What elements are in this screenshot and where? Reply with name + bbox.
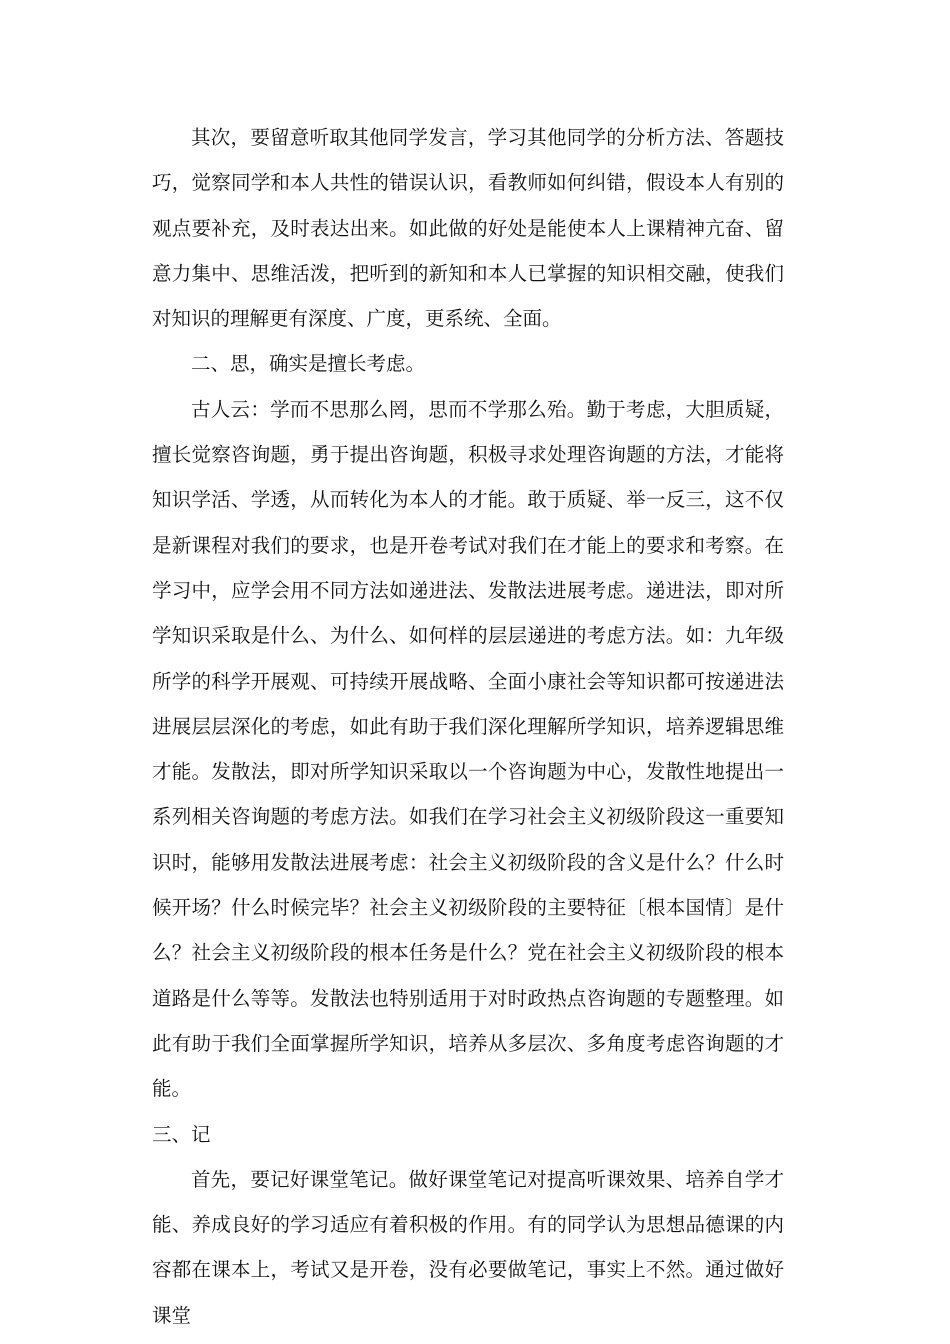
paragraph-thinking-methods: 古人云：学而不思那么罔，思而不学那么殆。勤于考虑，大胆质疑，擅长觉察咨询题，勇于提出咨询题，积极寻求处理咨询题的方法，才能将知识学活、学透，从而转化为本人的才能。敢于质疑、举一反三，这不仅是新课程对我们的要求，也是开卷考试对我们在才能上的要求和考察。在学习中，应学会用不同方法如递进法、发散法进展考虑。递进法，即对所学知识采取是什么、为什么、如何样的层层递进的考虑方法。如：九年级所学的科学开展观、可持续开展战略、全面小康社会等知识都可按递进法进展层层深化的考虑，如此有助于我们深化理解所学知识，培养逻辑思维才能。发散法，即对所学知识采取以一个咨询题为中心，发散性地提出一系列相关咨询题的考虑方法。如我们在学习社会主义初级阶段这一重要知识时，能够用发散法进展考虑：社会主义初级阶段的含义是什么？什么时候开场？什么时候完毕？社会主义初级阶段的主要特征〔根本国情〕是什么？社会主义初级阶段的根本任务是什么？党在社会主义初级阶段的根本道路是什么等等。发散法也特别适用于对时政热点咨询题的专题整理。如此有助于我们全面掌握所学知识，培养从多层次、多角度考虑咨询题的才能。 — [152, 397, 784, 1101]
paragraph-class-notes: 首先，要记好课堂笔记。做好课堂笔记对提高听课效果、培养自学才能、养成良好的学习适应有着积极的作用。有的同学认为思想品德课的内容都在课本上，考试又是开卷，没有必要做笔记，事实上不然。通过做好课堂 — [152, 1167, 784, 1327]
heading-note-taking: 三、记 — [152, 1122, 211, 1146]
heading-thinking: 二、思，确实是擅长考虑。 — [191, 352, 426, 376]
paragraph-listening-tips: 其次，要留意听取其他同学发言，学习其他同学的分析方法、答题技巧，觉察同学和本人共性的错误认识，看教师如何纠错，假设本人有别的观点要补充，及时表达出来。如此做的好处是能使本人上课精神亢奋、留意力集中、思维活泼，把听到的新知和本人已掌握的知识相交融，使我们对知识的理解更有深度、广度，更系统、全面。 — [152, 126, 784, 331]
document-body — [152, 115, 784, 1338]
